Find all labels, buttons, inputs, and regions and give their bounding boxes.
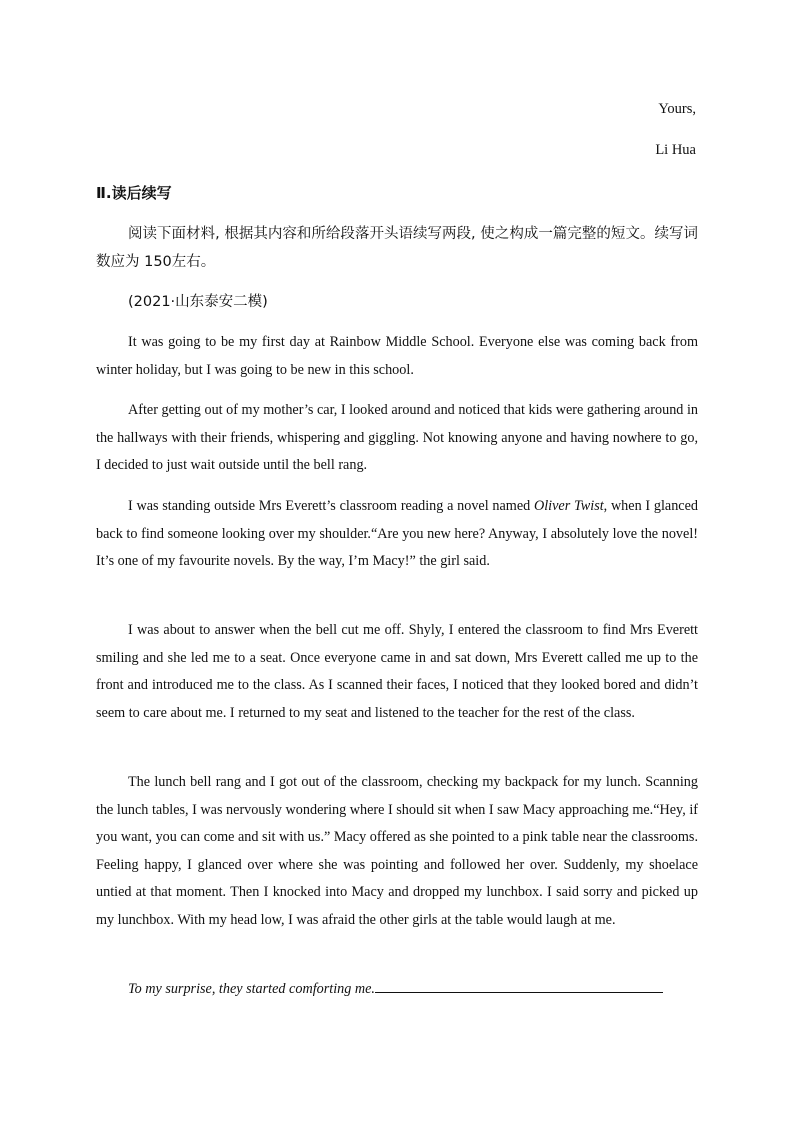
story-paragraph-5: The lunch bell rang and I got out of the classroom, checking my backpack for my lunch. Scanning the lunch tables, I was nervously wondering where I should sit when I saw Macy approaching me.“Hey, if you want, you can come and sit with us.” Macy offered as she pointed to a pink table near the classrooms. Feeling happy, I glanced over where she was pointing and followed her over. Suddenly, my shoelace untied at that moment. Then I knocked into Macy and dropped my lunchbox. I said sorry and picked up my lunchbox. With my head low, I was afraid the other girls at the table would laugh at me. (96, 774, 698, 928)
source-note: (2021·山东泰安二模) (128, 294, 268, 310)
continuation-opening-sentence: To my surprise, they started comforting me. (128, 981, 375, 997)
novel-title: Oliver Twist (533, 498, 604, 514)
continuation-prompt (96, 976, 698, 1004)
section-title: Ⅱ.读后续写 (96, 184, 172, 202)
story-paragraph-3 (96, 493, 698, 576)
story-paragraph-2: After getting out of my mother’s car, I looked around and noticed that kids were gathering around in the hallways with their friends, whispering and giggling. Not knowing anyone and having nowhere to go, I decided to just wait outside until the bell rang. (96, 402, 698, 474)
story-paragraph-3-part-2: , when I glanced back to find someone looking over my shoulder.“Are you new here? Anyway, I absolutely love the novel! It’s one of my favourite novels. By the way, I’m Macy!” the girl said. (96, 498, 698, 570)
story-paragraph-3-part-1: I was standing outside Mrs Everett’s classroom reading a novel named (128, 498, 534, 514)
story-paragraph-4: I was about to answer when the bell cut me off. Shyly, I entered the classroom to find Mrs Everett smiling and she led me to a seat. Once everyone came in and sat down, Mrs Everett called me up to the front and introduced me to the class. As I scanned their faces, I noticed that they looked bored and didn’t seem to care about me. I returned to my seat and listened to the teacher for the rest of the class. (96, 622, 698, 721)
letter-closing: Yours, (658, 101, 696, 117)
letter-signature: Li Hua (655, 142, 696, 158)
story-paragraph-1: It was going to be my first day at Rainbow Middle School. Everyone else was coming back from winter holiday, but I was going to be new in this school. (96, 334, 698, 378)
answer-blank-line (375, 978, 663, 993)
task-instruction: 阅读下面材料, 根据其内容和所给段落开头语续写两段, 使之构成一篇完整的短文。续写词数应为 150左右。 (96, 226, 698, 270)
